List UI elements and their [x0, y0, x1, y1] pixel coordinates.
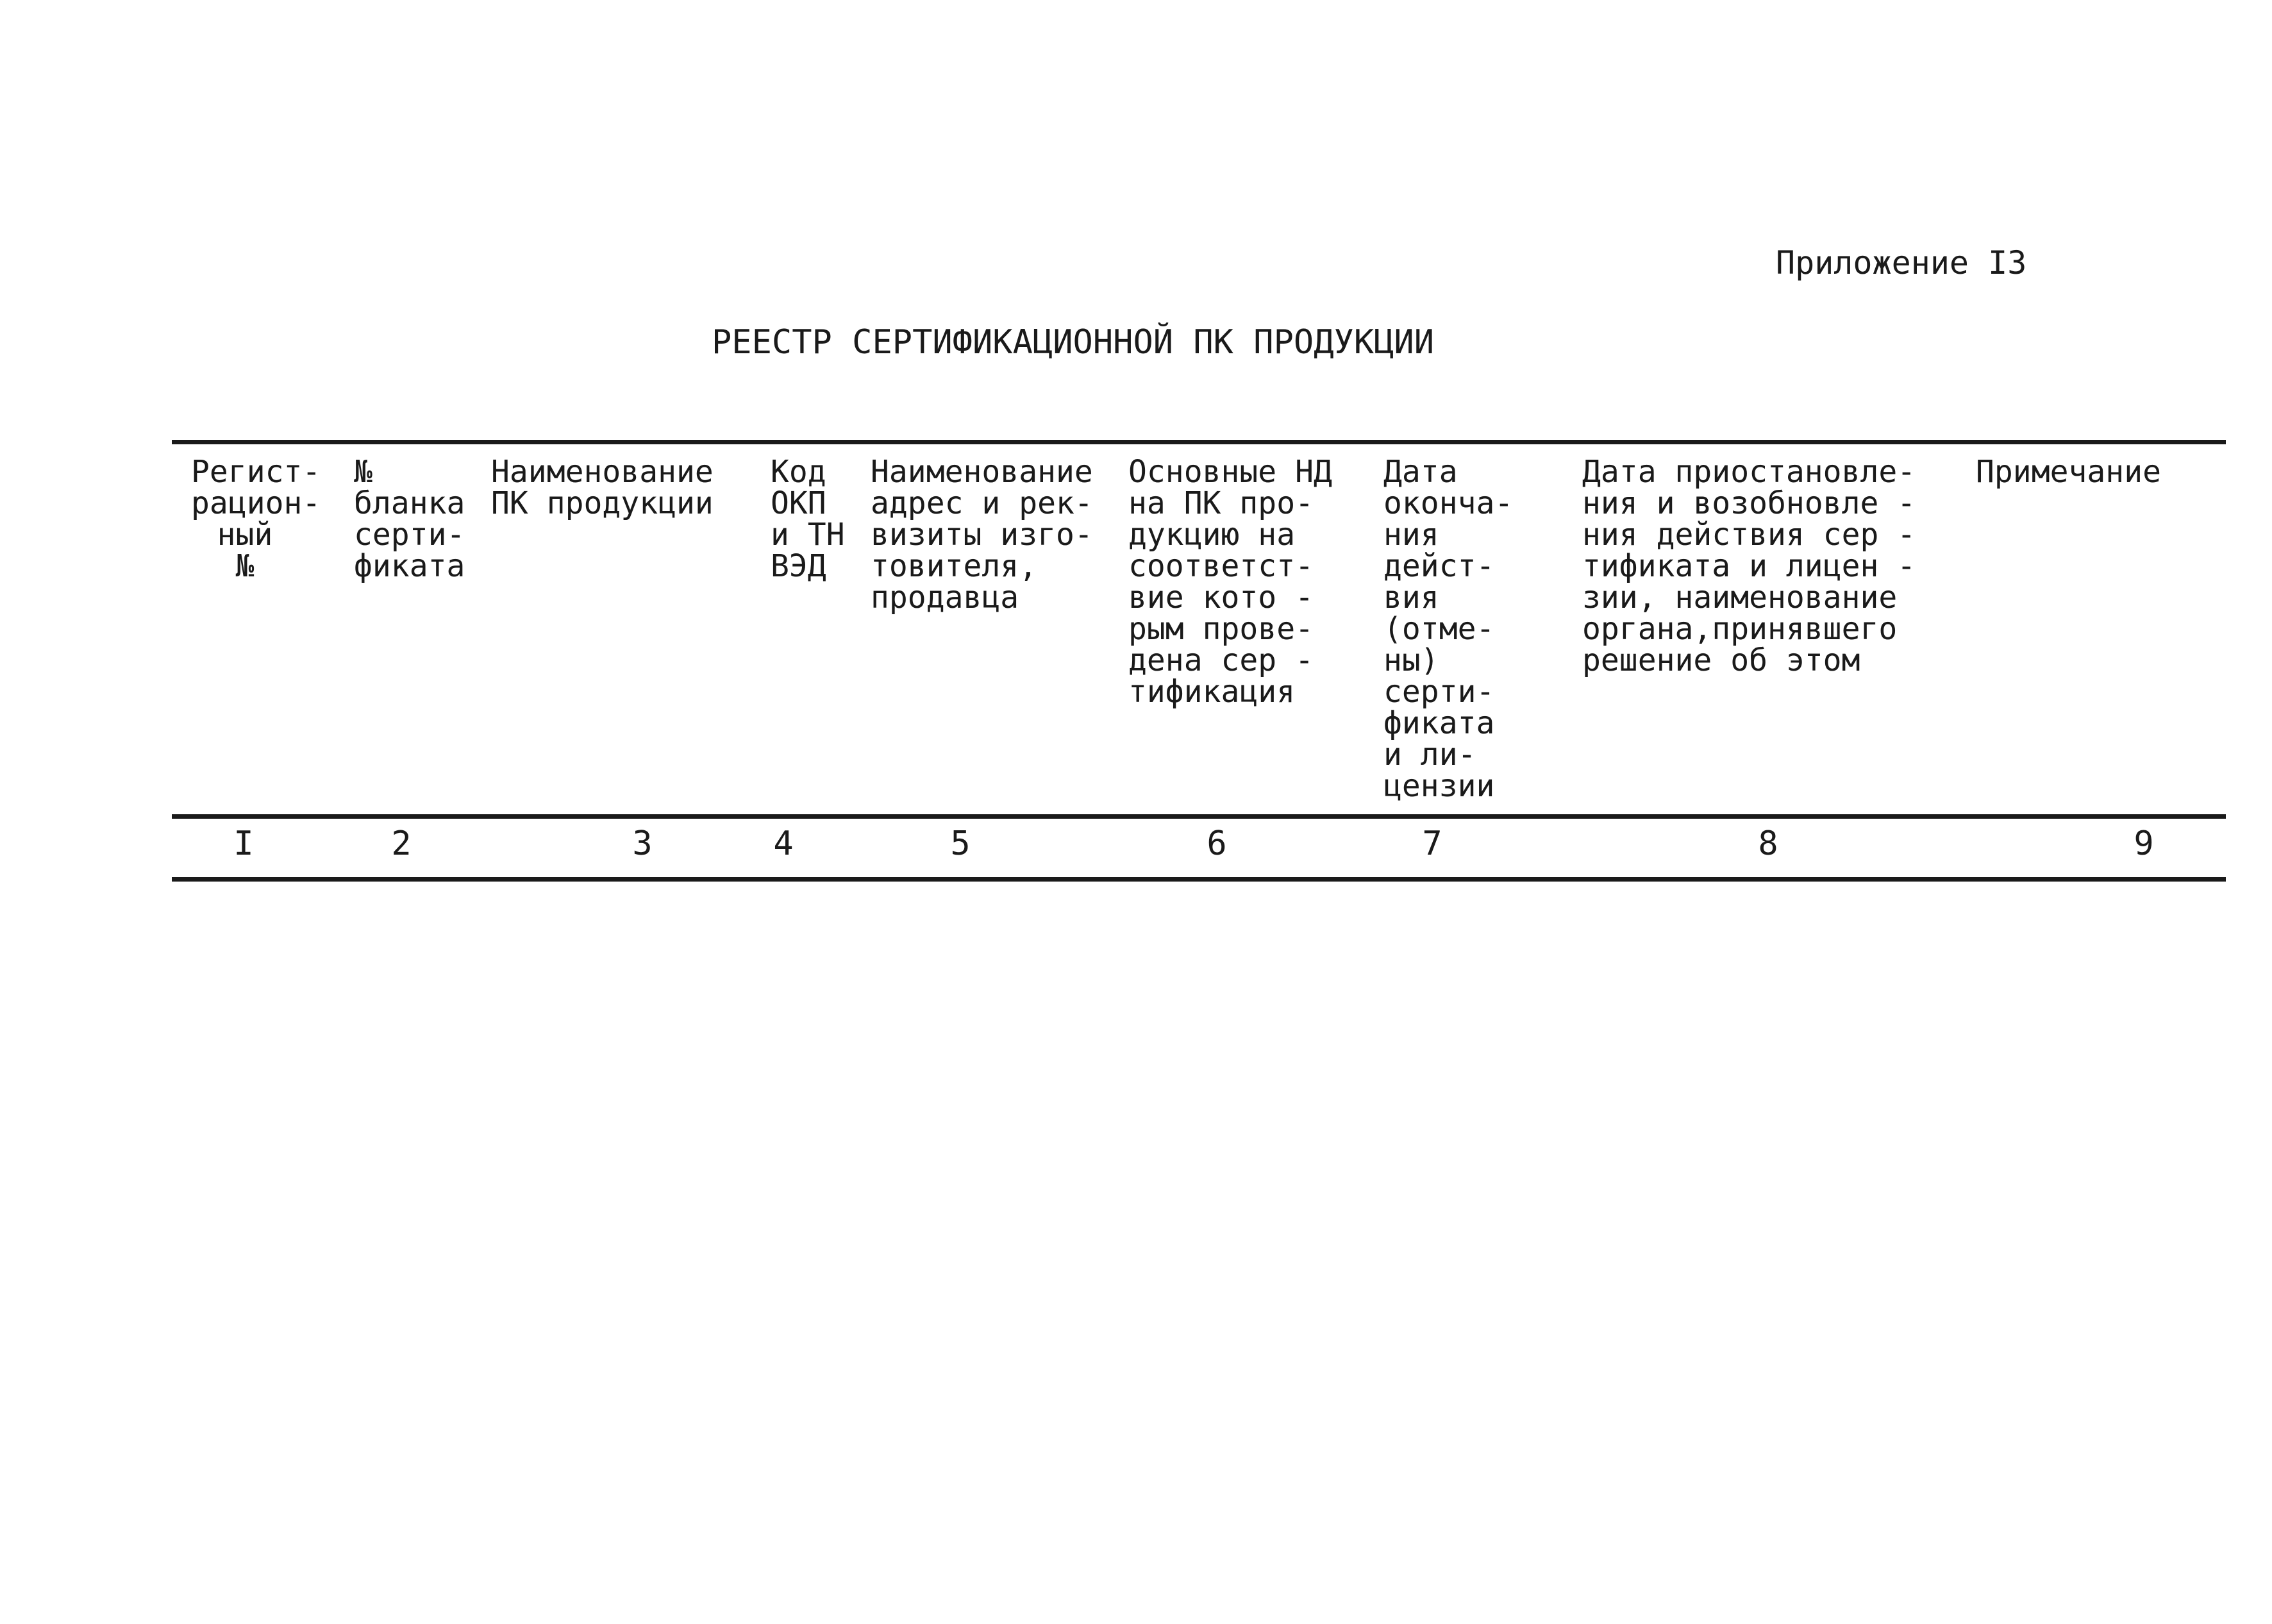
page-title: РЕЕСТР СЕРТИФИКАЦИОННОЙ ПК ПРОДУКЦИИ: [712, 323, 1435, 362]
table-top-rule: [172, 440, 2226, 444]
column-number-4: 4: [773, 825, 794, 863]
column-number-8: 8: [1758, 825, 1778, 863]
table-bottom-rule: [172, 877, 2226, 882]
header-manufacturer: Наименование адрес и рек- визиты изго- товителя, продавца: [871, 454, 1093, 615]
header-note: Примечание: [1976, 454, 2161, 490]
column-number-6: 6: [1207, 825, 1227, 863]
column-number-1: I: [233, 825, 254, 863]
header-certificate-blank-number: № бланка серти- фиката: [354, 454, 465, 584]
header-okp-code: Код ОКП и ТН ВЭД: [771, 454, 845, 584]
appendix-label: Приложение I3: [1776, 244, 2027, 281]
column-number-7: 7: [1422, 825, 1442, 863]
column-number-9: 9: [2134, 825, 2154, 863]
header-expiry-date: Дата оконча- ния дейст- вия (отме- ны) серти- фиката и ли- цензии: [1383, 454, 1514, 804]
header-suspension-date: Дата приостановле- ния и возобновле - ния действия сер - тификата и лицен - зии, наименование органа,принявшего решение об этом: [1582, 454, 1916, 678]
header-product-name: Наименование ПК продукции: [491, 454, 714, 521]
header-normative-documents: Основные НД на ПК про- дукцию на соответст- вие кото - рым прове- дена сер - тификация: [1128, 454, 1332, 710]
column-number-3: 3: [632, 825, 653, 863]
header-bottom-rule: [172, 814, 2226, 819]
header-registration-number: Регист- рацион- ный №: [191, 454, 321, 584]
column-number-5: 5: [950, 825, 971, 863]
column-number-2: 2: [391, 825, 412, 863]
